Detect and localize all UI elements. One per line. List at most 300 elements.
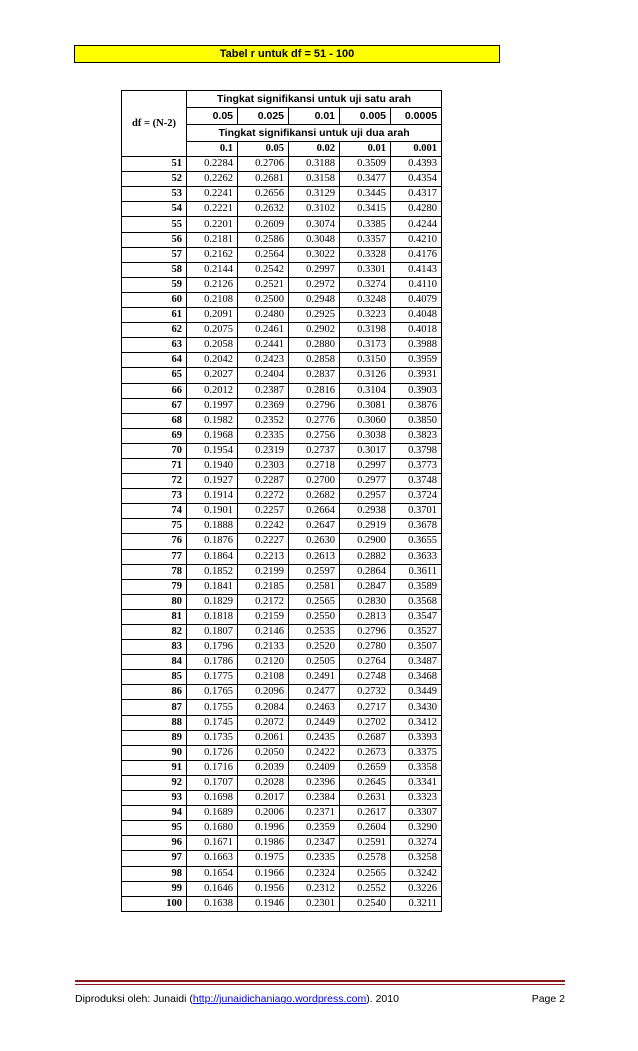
df-cell: 95 — [122, 821, 187, 836]
table-row — [122, 775, 442, 790]
r-value-cell: 0.1940 — [187, 458, 238, 473]
df-cell: 79 — [122, 579, 187, 594]
page-number: Page 2 — [531, 993, 565, 1005]
r-value-cell: 0.2948 — [289, 292, 340, 307]
footer-rule-thin — [75, 984, 565, 985]
r-value-cell: 0.2108 — [187, 292, 238, 307]
table-row — [122, 277, 442, 292]
r-value-cell: 0.3188 — [289, 157, 340, 172]
r-value-cell: 0.1997 — [187, 398, 238, 413]
r-value-cell: 0.2319 — [238, 443, 289, 458]
r-value-cell: 0.1982 — [187, 413, 238, 428]
r-value-cell: 0.3547 — [391, 609, 442, 624]
r-value-cell: 0.2185 — [238, 579, 289, 594]
r-value-cell: 0.2700 — [289, 474, 340, 489]
r-value-cell: 0.3358 — [391, 760, 442, 775]
df-cell: 52 — [122, 172, 187, 187]
r-value-cell: 0.3477 — [340, 172, 391, 187]
df-cell: 67 — [122, 398, 187, 413]
r-value-cell: 0.2159 — [238, 609, 289, 624]
two-tail-level: 0.05 — [238, 142, 289, 157]
table-row — [122, 640, 442, 655]
r-value-cell: 0.2287 — [238, 474, 289, 489]
r-value-cell: 0.2017 — [238, 791, 289, 806]
r-value-cell: 0.1680 — [187, 821, 238, 836]
table-row — [122, 715, 442, 730]
r-value-cell: 0.4280 — [391, 202, 442, 217]
table-row — [122, 202, 442, 217]
r-value-cell: 0.2012 — [187, 383, 238, 398]
r-value-cell: 0.4018 — [391, 323, 442, 338]
r-value-cell: 0.2900 — [340, 534, 391, 549]
r-value-cell: 0.3611 — [391, 564, 442, 579]
r-value-cell: 0.2564 — [238, 247, 289, 262]
r-value-cell: 0.2520 — [289, 640, 340, 655]
table-row — [122, 851, 442, 866]
df-cell: 59 — [122, 277, 187, 292]
r-value-cell: 0.2213 — [238, 549, 289, 564]
r-value-cell: 0.1707 — [187, 775, 238, 790]
r-value-cell: 0.2535 — [289, 625, 340, 640]
r-value-cell: 0.2631 — [340, 791, 391, 806]
r-value-cell: 0.1726 — [187, 745, 238, 760]
page-footer — [75, 991, 565, 1007]
df-cell: 93 — [122, 791, 187, 806]
one-tail-level: 0.01 — [289, 108, 340, 125]
r-value-cell: 0.3017 — [340, 443, 391, 458]
r-value-cell: 0.2997 — [340, 458, 391, 473]
table-row — [122, 564, 442, 579]
r-value-cell: 0.2717 — [340, 700, 391, 715]
r-value-cell: 0.2748 — [340, 670, 391, 685]
r-value-cell: 0.2919 — [340, 519, 391, 534]
table-row — [122, 398, 442, 413]
r-value-cell: 0.3655 — [391, 534, 442, 549]
df-cell: 66 — [122, 383, 187, 398]
table-row — [122, 292, 442, 307]
table-row — [122, 579, 442, 594]
r-value-cell: 0.2480 — [238, 308, 289, 323]
r-value-cell: 0.2096 — [238, 685, 289, 700]
df-cell: 68 — [122, 413, 187, 428]
r-value-cell: 0.3357 — [340, 232, 391, 247]
table-row — [122, 625, 442, 640]
table-row — [122, 760, 442, 775]
table-row — [122, 353, 442, 368]
df-cell: 60 — [122, 292, 187, 307]
r-value-cell: 0.2796 — [340, 625, 391, 640]
r-value-cell: 0.1735 — [187, 730, 238, 745]
r-value-cell: 0.2120 — [238, 655, 289, 670]
df-cell: 98 — [122, 866, 187, 881]
r-value-cell: 0.4210 — [391, 232, 442, 247]
r-value-cell: 0.3385 — [340, 217, 391, 232]
r-value-cell: 0.2776 — [289, 413, 340, 428]
r-value-cell: 0.2659 — [340, 760, 391, 775]
table-row — [122, 594, 442, 609]
two-tail-level: 0.02 — [289, 142, 340, 157]
r-value-cell: 0.3223 — [340, 308, 391, 323]
r-value-cell: 0.3038 — [340, 428, 391, 443]
table-row — [122, 262, 442, 277]
r-value-cell: 0.1745 — [187, 715, 238, 730]
r-value-cell: 0.3307 — [391, 806, 442, 821]
r-value-cell: 0.2091 — [187, 308, 238, 323]
r-value-cell: 0.3823 — [391, 428, 442, 443]
r-value-cell: 0.3328 — [340, 247, 391, 262]
r-value-cell: 0.2578 — [340, 851, 391, 866]
df-cell: 84 — [122, 655, 187, 670]
r-value-cell: 0.2061 — [238, 730, 289, 745]
table-row — [122, 881, 442, 896]
r-value-cell: 0.3449 — [391, 685, 442, 700]
one-tail-level: 0.025 — [238, 108, 289, 125]
r-value-cell: 0.2902 — [289, 323, 340, 338]
r-value-cell: 0.2477 — [289, 685, 340, 700]
table-row — [122, 308, 442, 323]
r-value-cell: 0.2396 — [289, 775, 340, 790]
table-row — [122, 504, 442, 519]
r-value-cell: 0.1841 — [187, 579, 238, 594]
table-row — [122, 368, 442, 383]
r-value-cell: 0.3022 — [289, 247, 340, 262]
table-row — [122, 836, 442, 851]
r-value-cell: 0.2521 — [238, 277, 289, 292]
r-value-cell: 0.1852 — [187, 564, 238, 579]
table-row — [122, 821, 442, 836]
r-value-cell: 0.2108 — [238, 670, 289, 685]
r-value-cell: 0.2664 — [289, 504, 340, 519]
r-value-cell: 0.2656 — [238, 187, 289, 202]
r-value-cell: 0.2864 — [340, 564, 391, 579]
r-value-cell: 0.2301 — [289, 896, 340, 911]
r-value-cell: 0.2540 — [340, 896, 391, 911]
r-value-cell: 0.2732 — [340, 685, 391, 700]
r-value-cell: 0.2050 — [238, 745, 289, 760]
r-value-cell: 0.2409 — [289, 760, 340, 775]
r-value-cell: 0.2925 — [289, 308, 340, 323]
r-value-cell: 0.2272 — [238, 489, 289, 504]
r-value-cell: 0.2591 — [340, 836, 391, 851]
r-value-cell: 0.2858 — [289, 353, 340, 368]
r-value-cell: 0.3959 — [391, 353, 442, 368]
table-row — [122, 338, 442, 353]
table-row — [122, 745, 442, 760]
r-value-cell: 0.2706 — [238, 157, 289, 172]
r-value-cell: 0.3048 — [289, 232, 340, 247]
r-value-cell: 0.3678 — [391, 519, 442, 534]
one-tail-level: 0.05 — [187, 108, 238, 125]
r-value-cell: 0.3301 — [340, 262, 391, 277]
df-cell: 64 — [122, 353, 187, 368]
table-row — [122, 413, 442, 428]
r-value-cell: 0.3323 — [391, 791, 442, 806]
r-value-cell: 0.2682 — [289, 489, 340, 504]
r-value-cell: 0.2604 — [340, 821, 391, 836]
r-value-cell: 0.2241 — [187, 187, 238, 202]
table-row — [122, 383, 442, 398]
r-value-cell: 0.2201 — [187, 217, 238, 232]
r-value-cell: 0.3527 — [391, 625, 442, 640]
table-row — [122, 670, 442, 685]
table-row — [122, 187, 442, 202]
r-value-cell: 0.2369 — [238, 398, 289, 413]
r-value-cell: 0.2813 — [340, 609, 391, 624]
df-cell: 78 — [122, 564, 187, 579]
r-value-cell: 0.2347 — [289, 836, 340, 851]
r-value-cell: 0.4143 — [391, 262, 442, 277]
r-value-cell: 0.4176 — [391, 247, 442, 262]
r-value-cell: 0.2491 — [289, 670, 340, 685]
r-value-cell: 0.2977 — [340, 474, 391, 489]
footer-suffix: ). 2010 — [366, 993, 399, 1005]
r-value-cell: 0.1876 — [187, 534, 238, 549]
r-value-cell: 0.4110 — [391, 277, 442, 292]
r-value-cell: 0.3430 — [391, 700, 442, 715]
r-value-cell: 0.3102 — [289, 202, 340, 217]
r-value-cell: 0.2303 — [238, 458, 289, 473]
df-cell: 51 — [122, 157, 187, 172]
r-value-cell: 0.1864 — [187, 549, 238, 564]
r-value-cell: 0.2463 — [289, 700, 340, 715]
r-value-cell: 0.3507 — [391, 640, 442, 655]
r-value-cell: 0.2181 — [187, 232, 238, 247]
r-value-cell: 0.1966 — [238, 866, 289, 881]
r-value-cell: 0.1671 — [187, 836, 238, 851]
df-cell: 71 — [122, 458, 187, 473]
r-value-cell: 0.1975 — [238, 851, 289, 866]
r-value-cell: 0.4079 — [391, 292, 442, 307]
table-row — [122, 685, 442, 700]
r-value-cell: 0.2144 — [187, 262, 238, 277]
r-value-cell: 0.1663 — [187, 851, 238, 866]
r-value-cell: 0.3468 — [391, 670, 442, 685]
table-title: Tabel r untuk df = 51 - 100 — [74, 45, 500, 63]
r-value-cell: 0.1698 — [187, 791, 238, 806]
df-cell: 99 — [122, 881, 187, 896]
r-value-cell: 0.4354 — [391, 172, 442, 187]
df-cell: 62 — [122, 323, 187, 338]
df-cell: 65 — [122, 368, 187, 383]
df-cell: 76 — [122, 534, 187, 549]
footer-link[interactable]: http://junaidichaniago.wordpress.com — [192, 993, 367, 1005]
one-tail-header-row — [122, 91, 442, 108]
r-value-cell: 0.3633 — [391, 549, 442, 564]
r-value-cell: 0.1775 — [187, 670, 238, 685]
r-value-cell: 0.1946 — [238, 896, 289, 911]
table-row — [122, 700, 442, 715]
r-value-cell: 0.1765 — [187, 685, 238, 700]
two-tail-level: 0.001 — [391, 142, 442, 157]
r-value-cell: 0.2133 — [238, 640, 289, 655]
r-value-cell: 0.2552 — [340, 881, 391, 896]
r-value-cell: 0.1818 — [187, 609, 238, 624]
table-row — [122, 519, 442, 534]
r-value-cell: 0.2006 — [238, 806, 289, 821]
df-cell: 61 — [122, 308, 187, 323]
r-value-cell: 0.4317 — [391, 187, 442, 202]
df-cell: 91 — [122, 760, 187, 775]
r-value-cell: 0.3211 — [391, 896, 442, 911]
r-value-cell: 0.3931 — [391, 368, 442, 383]
r-value-cell: 0.2371 — [289, 806, 340, 821]
r-value-cell: 0.2199 — [238, 564, 289, 579]
r-value-cell: 0.3415 — [340, 202, 391, 217]
table-row — [122, 791, 442, 806]
df-cell: 77 — [122, 549, 187, 564]
df-cell: 88 — [122, 715, 187, 730]
table-row — [122, 474, 442, 489]
r-value-cell: 0.1638 — [187, 896, 238, 911]
r-value-cell: 0.3988 — [391, 338, 442, 353]
r-value-cell: 0.2146 — [238, 625, 289, 640]
r-value-cell: 0.2449 — [289, 715, 340, 730]
r-value-cell: 0.2972 — [289, 277, 340, 292]
r-value-cell: 0.2609 — [238, 217, 289, 232]
r-value-cell: 0.2352 — [238, 413, 289, 428]
r-value-cell: 0.1986 — [238, 836, 289, 851]
r-value-cell: 0.1716 — [187, 760, 238, 775]
df-cell: 53 — [122, 187, 187, 202]
df-cell: 80 — [122, 594, 187, 609]
r-value-cell: 0.2542 — [238, 262, 289, 277]
r-value-cell: 0.1956 — [238, 881, 289, 896]
r-value-cell: 0.2324 — [289, 866, 340, 881]
r-value-cell: 0.2681 — [238, 172, 289, 187]
df-header: df = (N-2) — [122, 91, 187, 157]
r-value-cell: 0.2435 — [289, 730, 340, 745]
table-row — [122, 655, 442, 670]
r-value-cell: 0.2847 — [340, 579, 391, 594]
r-value-cell: 0.3393 — [391, 730, 442, 745]
r-value-cell: 0.3487 — [391, 655, 442, 670]
table-row — [122, 730, 442, 745]
r-value-cell: 0.1914 — [187, 489, 238, 504]
r-value-cell: 0.2058 — [187, 338, 238, 353]
df-cell: 86 — [122, 685, 187, 700]
r-value-cell: 0.3258 — [391, 851, 442, 866]
r-value-cell: 0.3748 — [391, 474, 442, 489]
r-value-cell: 0.3798 — [391, 443, 442, 458]
r-value-cell: 0.3150 — [340, 353, 391, 368]
r-value-cell: 0.2262 — [187, 172, 238, 187]
r-value-cell: 0.2673 — [340, 745, 391, 760]
table-row — [122, 172, 442, 187]
r-value-cell: 0.2816 — [289, 383, 340, 398]
df-cell: 63 — [122, 338, 187, 353]
r-value-cell: 0.3290 — [391, 821, 442, 836]
r-value-cell: 0.3274 — [340, 277, 391, 292]
df-cell: 100 — [122, 896, 187, 911]
r-value-cell: 0.2242 — [238, 519, 289, 534]
r-value-cell: 0.3248 — [340, 292, 391, 307]
r-value-cell: 0.3274 — [391, 836, 442, 851]
r-value-cell: 0.1654 — [187, 866, 238, 881]
r-value-cell: 0.1807 — [187, 625, 238, 640]
two-tail-header: Tingkat signifikansi untuk uji dua arah — [187, 125, 442, 142]
r-value-cell: 0.2632 — [238, 202, 289, 217]
r-value-cell: 0.2072 — [238, 715, 289, 730]
r-value-cell: 0.4393 — [391, 157, 442, 172]
r-value-cell: 0.2565 — [340, 866, 391, 881]
r-value-cell: 0.2617 — [340, 806, 391, 821]
df-cell: 82 — [122, 625, 187, 640]
r-value-cell: 0.3173 — [340, 338, 391, 353]
r-value-cell: 0.2997 — [289, 262, 340, 277]
r-value-cell: 0.2461 — [238, 323, 289, 338]
r-value-cell: 0.2384 — [289, 791, 340, 806]
r-value-cell: 0.2880 — [289, 338, 340, 353]
r-value-cell: 0.3126 — [340, 368, 391, 383]
r-value-cell: 0.3074 — [289, 217, 340, 232]
df-cell: 92 — [122, 775, 187, 790]
r-value-cell: 0.1954 — [187, 443, 238, 458]
r-value-cell: 0.2227 — [238, 534, 289, 549]
r-value-cell: 0.3701 — [391, 504, 442, 519]
r-value-cell: 0.2702 — [340, 715, 391, 730]
one-tail-level: 0.005 — [340, 108, 391, 125]
r-value-cell: 0.3081 — [340, 398, 391, 413]
r-value-cell: 0.2423 — [238, 353, 289, 368]
table-row — [122, 458, 442, 473]
r-value-cell: 0.2172 — [238, 594, 289, 609]
r-value-cell: 0.2764 — [340, 655, 391, 670]
r-value-cell: 0.3104 — [340, 383, 391, 398]
r-value-cell: 0.3242 — [391, 866, 442, 881]
table-row — [122, 157, 442, 172]
r-value-cell: 0.2404 — [238, 368, 289, 383]
r-value-cell: 0.2312 — [289, 881, 340, 896]
r-value-cell: 0.1689 — [187, 806, 238, 821]
r-value-cell: 0.2221 — [187, 202, 238, 217]
table-row — [122, 217, 442, 232]
df-cell: 74 — [122, 504, 187, 519]
r-value-cell: 0.3903 — [391, 383, 442, 398]
df-cell: 94 — [122, 806, 187, 821]
table-row — [122, 428, 442, 443]
df-cell: 81 — [122, 609, 187, 624]
r-value-cell: 0.2075 — [187, 323, 238, 338]
r-value-cell: 0.1901 — [187, 504, 238, 519]
r-value-cell: 0.2780 — [340, 640, 391, 655]
r-value-cell: 0.2882 — [340, 549, 391, 564]
r-value-cell: 0.2028 — [238, 775, 289, 790]
r-table — [121, 90, 442, 912]
r-value-cell: 0.2586 — [238, 232, 289, 247]
r-value-cell: 0.4048 — [391, 308, 442, 323]
r-value-cell: 0.2718 — [289, 458, 340, 473]
df-cell: 89 — [122, 730, 187, 745]
df-cell: 58 — [122, 262, 187, 277]
r-value-cell: 0.3341 — [391, 775, 442, 790]
r-value-cell: 0.2647 — [289, 519, 340, 534]
r-value-cell: 0.3226 — [391, 881, 442, 896]
table-row — [122, 609, 442, 624]
df-cell: 73 — [122, 489, 187, 504]
r-value-cell: 0.2796 — [289, 398, 340, 413]
r-value-cell: 0.1927 — [187, 474, 238, 489]
r-value-cell: 0.3198 — [340, 323, 391, 338]
r-value-cell: 0.2441 — [238, 338, 289, 353]
r-value-cell: 0.1968 — [187, 428, 238, 443]
one-tail-level: 0.0005 — [391, 108, 442, 125]
r-value-cell: 0.3412 — [391, 715, 442, 730]
df-cell: 54 — [122, 202, 187, 217]
df-cell: 69 — [122, 428, 187, 443]
df-cell: 56 — [122, 232, 187, 247]
table-row — [122, 323, 442, 338]
df-cell: 75 — [122, 519, 187, 534]
